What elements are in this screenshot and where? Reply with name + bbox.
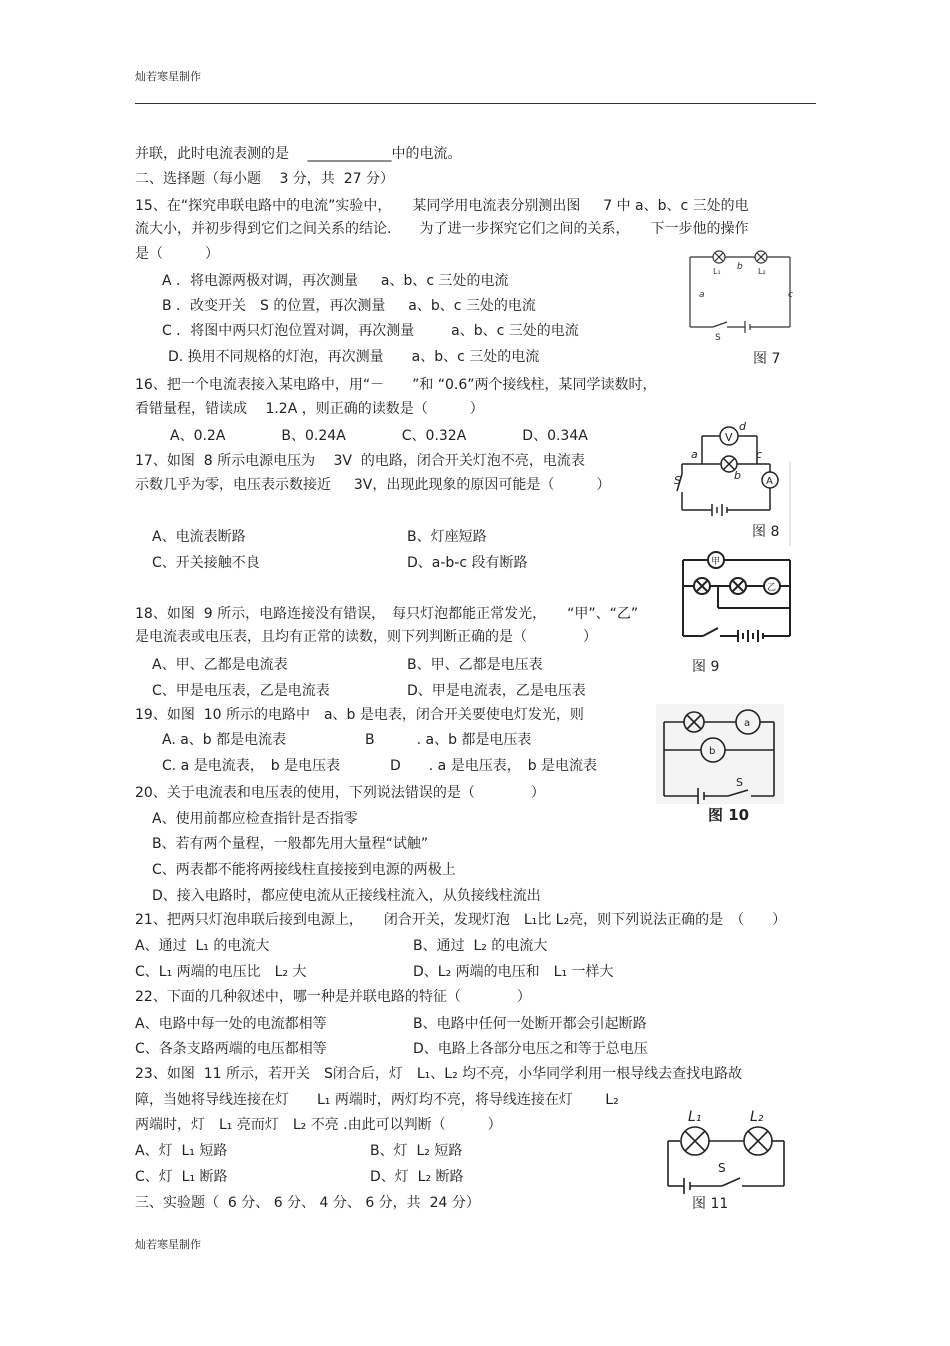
page-footer: 灿若寒星制作: [135, 1238, 201, 1251]
caption-fig10: 图 10: [708, 806, 750, 824]
option-d: D、甲是电流表，乙是电压表: [407, 683, 586, 699]
caption-fig11: 图 11: [692, 1196, 729, 1212]
label-s: S: [674, 474, 681, 487]
option-a: A、甲、乙都是电流表: [152, 657, 288, 673]
option-d: D、接入电路时，都应使电流从正接线柱流入，从负接线柱流出: [152, 888, 541, 904]
option-a: A、通过 L₁ 的电流大: [135, 938, 270, 954]
question-22: 22、下面的几种叙述中，哪一种是并联电路的特征（ ）: [135, 989, 531, 1005]
label-l2: L₂: [750, 1109, 764, 1125]
figure-10: [656, 704, 784, 832]
section-heading: 三、实验题（ 6 分、 6 分、 4 分、 6 分，共 24 分）: [135, 1195, 480, 1211]
figure-8: [672, 416, 794, 546]
meter-b-label: b: [709, 746, 716, 757]
question-19: 19、如图 10 所示的电路中 a、b 是电表，闭合开关要使电灯发光，则: [135, 707, 584, 723]
label-s: S: [715, 333, 721, 343]
option-a: A、使用前都应检查指针是否指零: [152, 811, 358, 827]
text-line: 障，当她将导线连接在灯 L₁ 两端时，两灯均不亮，将导线连接在灯 L₂: [135, 1092, 619, 1108]
question-17: 17、如图 8 所示电源电压为 3V 的电路，闭合开关灯泡不亮，电流表: [135, 453, 585, 469]
question-15: 15、在“探究串联电路中的电流”实验中， 某同学用电流表分别测出图 7 中 a、b、c 三处的电: [135, 198, 749, 214]
option-a: A、灯 L₁ 短路: [135, 1143, 228, 1159]
option-c: C、开关接触不良: [152, 555, 260, 571]
text-line: 两端时，灯 L₁ 亮而灯 L₂ 不亮 .由此可以判断（ ）: [135, 1117, 502, 1133]
label-c: c: [756, 448, 763, 461]
option-c: C、L₁ 两端的电压比 L₂ 大: [135, 964, 307, 980]
text-line: 示数几乎为零，电压表示数接近 3V，出现此现象的原因可能是（ ）: [135, 477, 611, 493]
label-a: a: [699, 290, 705, 300]
text-line: 看错量程，错读成 1.2A ，则正确的读数是（ ）: [135, 401, 484, 417]
option-c: C、各条支路两端的电压都相等: [135, 1041, 327, 1057]
question-20: 20、关于电流表和电压表的使用，下列说法错误的是（ ）: [135, 785, 545, 801]
option-a: A ．将电源两极对调，再次测量 a、b、c 三处的电流: [162, 273, 509, 289]
text-line: 流大小，并初步得到它们之间关系的结论. 为了进一步探究它们之间的关系， 下一步他的操作: [135, 221, 749, 237]
page-header: 灿若寒星制作: [135, 70, 201, 83]
option-b: B、灯 L₂ 短路: [370, 1143, 463, 1159]
option-a: A、电路中每一处的电流都相等: [135, 1016, 327, 1032]
figure-7: [675, 245, 795, 373]
text-line: 是（ ）: [135, 246, 219, 262]
option-b: B、通过 L₂ 的电流大: [413, 938, 548, 954]
option-b: B、甲、乙都是电压表: [407, 657, 543, 673]
ammeter-label: A: [766, 476, 773, 487]
meter-jia: 甲: [711, 557, 721, 567]
caption-fig8: 图 8: [752, 524, 780, 540]
label-l2: L₂: [758, 267, 766, 276]
option-c: C ．将图中两只灯泡位置对调，再次测量 a、b、c 三处的电流: [162, 323, 579, 339]
label-a: a: [691, 448, 698, 461]
option-a: A. a、b 都是电流表: [162, 732, 287, 748]
question-21: 21、把两只灯泡串联后接到电源上， 闭合开关，发现灯泡 L₁比 L₂亮，则下列说法正确的是 （ ）: [135, 912, 787, 928]
meter-a-label: a: [744, 718, 751, 729]
option-b: B、灯座短路: [407, 529, 487, 545]
option-b: B、若有两个量程，一般都先用大量程“试触”: [152, 836, 429, 852]
label-s: S: [736, 776, 743, 789]
question-23: 23、如图 11 所示，若开关 S闭合后，灯 L₁、L₂ 均不亮，小华同学利用一根导线去查找电路故: [135, 1066, 743, 1082]
question-16: 16、把一个电流表接入某电路中，用“－ ”和 “0.6”两个接线柱，某同学读数时，: [135, 377, 657, 393]
caption-fig9: 图 9: [692, 659, 720, 675]
option-d: D、a-b-c 段有断路: [407, 555, 528, 571]
option-c: C、甲是电压表，乙是电流表: [152, 683, 330, 699]
label-l1: L₁: [688, 1109, 702, 1125]
option-c: C. a 是电流表， b 是电压表: [162, 758, 341, 774]
option-a: A、电流表断路: [152, 529, 246, 545]
meter-yi: 乙: [767, 583, 777, 593]
label-c: c: [788, 290, 793, 300]
figure-9: [678, 548, 794, 678]
voltmeter-label: V: [725, 431, 733, 444]
option-c: C、灯 L₁ 断路: [135, 1169, 228, 1185]
caption-fig7: 图 7: [753, 351, 781, 367]
option-d: D . a 是电压表， b 是电流表: [390, 758, 598, 774]
options-16: A、0.2A B、0.24A C、0.32A D、0.34A: [170, 428, 588, 444]
option-b: B . a、b 都是电压表: [365, 732, 532, 748]
label-s: S: [718, 1161, 726, 1175]
option-d: D、灯 L₂ 断路: [370, 1169, 464, 1185]
option-d: D. 换用不同规格的灯泡，再次测量 a、b、c 三处的电流: [168, 349, 540, 365]
option-c: C、两表都不能将两接线柱直接接到电源的两极上: [152, 862, 456, 878]
option-d: D、电路上各部分电压之和等于总电压: [413, 1041, 648, 1057]
option-b: B ．改变开关 S 的位置，再次测量 a、b、c 三处的电流: [162, 298, 536, 314]
section-heading: 二、选择题（每小题 3 分，共 27 分）: [135, 171, 394, 187]
label-d: d: [739, 420, 746, 433]
question-18: 18、如图 9 所示，电路连接没有错误， 每只灯泡都能正常发光， “甲”、“乙”: [135, 606, 639, 622]
figure-11: [660, 1108, 790, 1218]
label-b: b: [737, 262, 743, 272]
text-line: 并联，此时电流表测的是 ____________中的电流。: [135, 146, 462, 162]
option-b: B、电路中任何一处断开都会引起断路: [413, 1016, 647, 1032]
text-line: 是电流表或电压表，且均有正常的读数，则下列判断正确的是（ ）: [135, 629, 597, 645]
label-b: b: [734, 469, 741, 482]
header-rule: [135, 103, 816, 104]
option-d: D、L₂ 两端的电压和 L₁ 一样大: [413, 964, 614, 980]
label-l1: L₁: [713, 267, 721, 276]
